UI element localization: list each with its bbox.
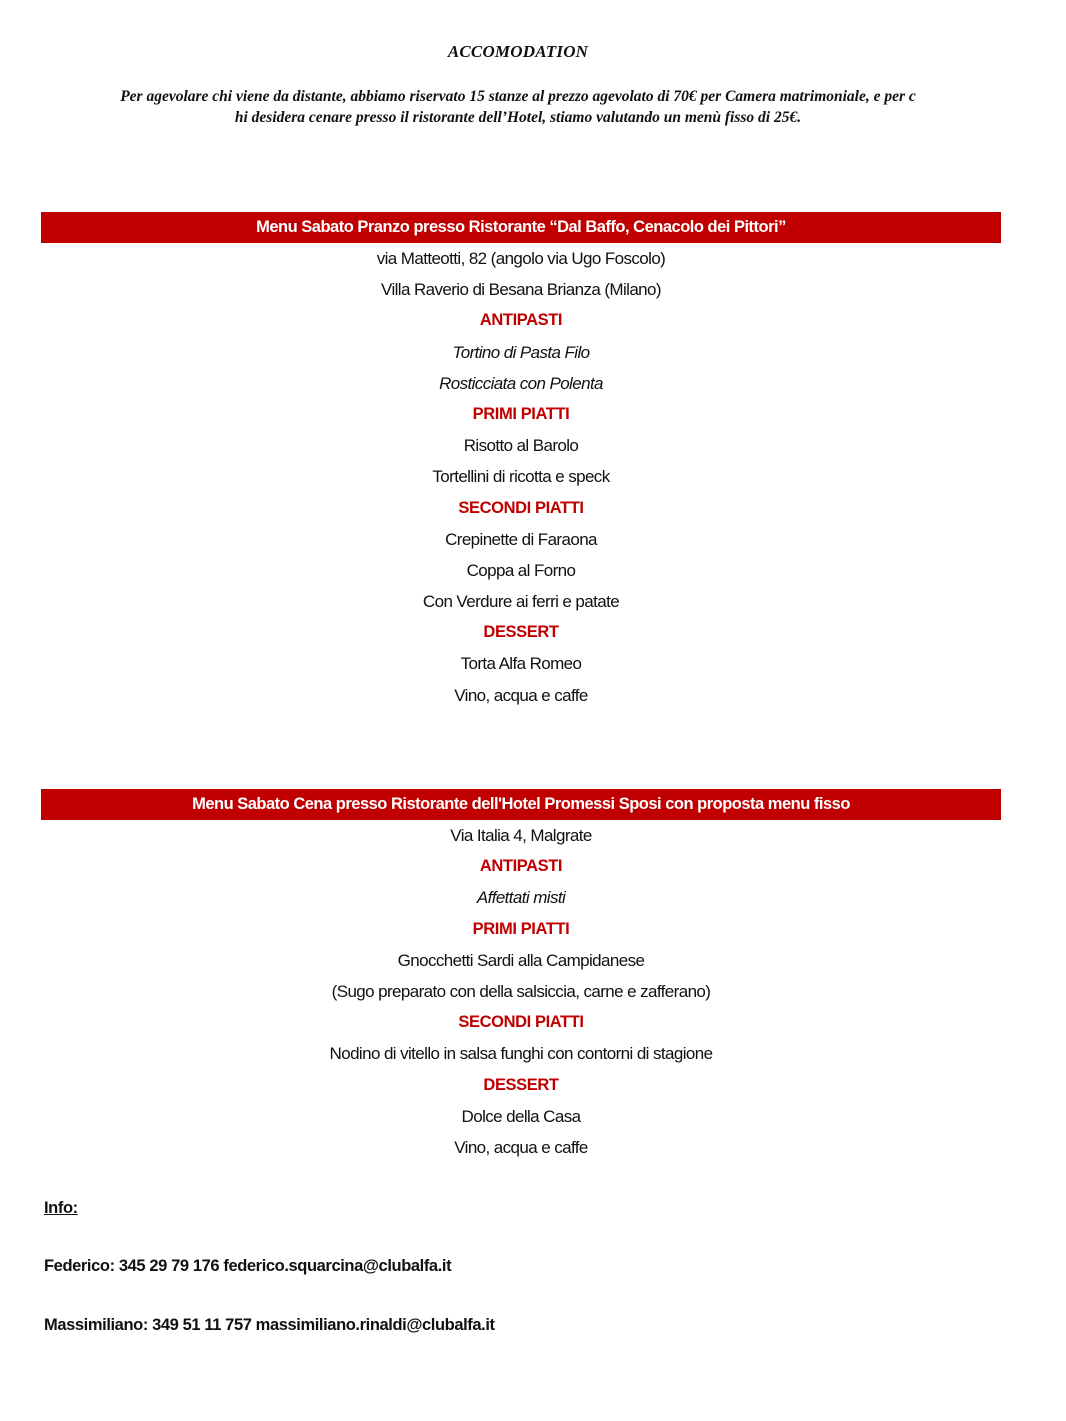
contact-massimiliano: Massimiliano: 349 51 11 757 massimiliano.rinaldi@clubalfa.it xyxy=(44,1316,495,1334)
menu-item: Risotto al Barolo xyxy=(463,436,579,456)
menu-item: Crepinette di Faraona xyxy=(445,529,597,549)
menu-item: Villa Raverio di Besana Brianza (Milano) xyxy=(381,280,661,300)
course-heading: SECONDI PIATTI xyxy=(458,1013,584,1032)
menu-item: Tortino di Pasta Filo xyxy=(452,342,590,362)
course-heading: PRIMI PIATTI xyxy=(472,919,570,938)
accommodation-text xyxy=(50,86,986,128)
menu-item: Vino, acqua e caffe xyxy=(454,1137,588,1157)
menu-item: Tortellini di ricotta e speck xyxy=(432,467,610,487)
menu-item: Vino, acqua e caffe xyxy=(454,685,588,705)
accommodation-title: ACCOMODATION xyxy=(447,42,589,61)
menu-item: Gnocchetti Sardi alla Campidanese xyxy=(397,950,645,970)
menu-item: Nodino di vitello in salsa funghi con contorni di stagione xyxy=(329,1044,713,1064)
dinner-menu-header: Menu Sabato Cena presso Ristorante dell'Hotel Promessi Sposi con proposta menu fisso xyxy=(41,789,1001,820)
course-heading: DESSERT xyxy=(483,1075,559,1094)
lunch-menu-list xyxy=(41,243,1001,711)
menu-item: Coppa al Forno xyxy=(466,560,576,580)
course-heading: PRIMI PIATTI xyxy=(472,404,570,423)
menu-item: Affettati misti xyxy=(476,888,566,908)
info-label: Info: xyxy=(44,1199,78,1217)
dinner-menu-list xyxy=(41,820,1001,1163)
course-heading: ANTIPASTI xyxy=(479,857,563,876)
course-heading: SECONDI PIATTI xyxy=(458,498,584,517)
menu-item: Rosticciata con Polenta xyxy=(439,373,603,393)
menu-item: Dolce della Casa xyxy=(461,1106,581,1126)
menu-item: Torta Alfa Romeo xyxy=(460,654,582,674)
menu-item: via Matteotti, 82 (angolo via Ugo Foscolo) xyxy=(376,249,666,268)
lunch-menu-header: Menu Sabato Pranzo presso Ristorante “Dal Baffo, Cenacolo dei Pittori” xyxy=(41,212,1001,243)
accommodation-text-line-1: Per agevolare chi viene da distante, abbiamo riservato 15 stanze al prezzo agevolato di 70€ per Camera matrimoniale, e per c xyxy=(120,88,916,105)
menu-item: Con Verdure ai ferri e patate xyxy=(422,592,620,612)
menu-item: (Sugo preparato con della salsiccia, carne e zafferano) xyxy=(331,981,711,1001)
course-heading: ANTIPASTI xyxy=(479,311,563,330)
accommodation-text-line-2: hi desidera cenare presso il ristorante dell’Hotel, stiamo valutando un menù fisso di 25€. xyxy=(234,109,802,126)
contact-federico: Federico: 345 29 79 176 federico.squarcina@clubalfa.it xyxy=(44,1257,452,1275)
menu-item: Via Italia 4, Malgrate xyxy=(450,826,592,845)
course-heading: DESSERT xyxy=(483,623,559,642)
